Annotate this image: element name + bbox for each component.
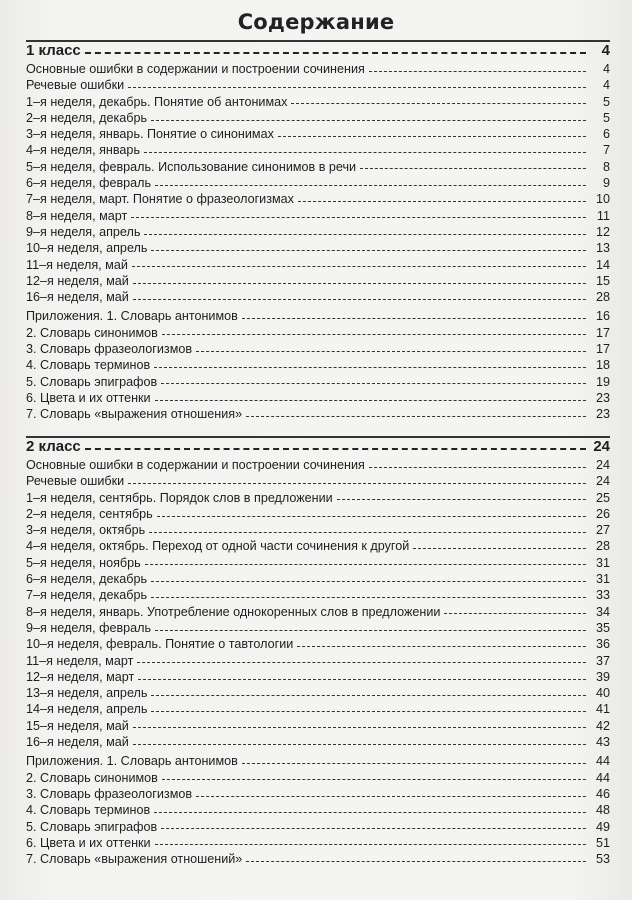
toc-entry-page: 5 — [602, 94, 610, 109]
toc-section-2 — [26, 437, 610, 867]
toc-entry-page: 11 — [596, 208, 610, 223]
toc-entry-label: Речевые ошибки — [26, 78, 125, 93]
leader-dots — [132, 265, 586, 267]
toc-entry[interactable] — [26, 685, 610, 701]
toc-entry-page: 36 — [595, 637, 610, 652]
toc-entry[interactable] — [26, 669, 610, 685]
leader-dots — [151, 694, 586, 696]
toc-entry-page: 7 — [602, 143, 610, 158]
leader-dots — [154, 811, 586, 813]
toc-entry-label: 11–я неделя, март — [26, 653, 134, 668]
toc-entry[interactable] — [26, 802, 610, 818]
toc-entry-label: 2. Словарь синонимов — [26, 325, 158, 340]
toc-entry-label: 12–я неделя, март — [26, 669, 135, 684]
toc-entry-page: 34 — [595, 604, 610, 619]
leader-dots — [196, 795, 586, 797]
toc-entry-label: 6–я неделя, декабрь — [26, 572, 148, 587]
leader-dots — [144, 151, 586, 153]
toc-entry[interactable] — [26, 325, 610, 341]
leader-dots — [360, 167, 586, 169]
leader-dots — [242, 762, 586, 764]
toc-entry-label: Основные ошибки в содержании и построении сочинения — [26, 62, 365, 76]
leader-dots — [145, 563, 586, 565]
section-heading-page: 24 — [593, 438, 610, 455]
toc-entry-label: Приложения. 1. Словарь антонимов — [26, 754, 238, 769]
leader-dots — [131, 216, 586, 218]
section-heading-label: 2 класс — [26, 438, 81, 455]
toc-entry-page: 24 — [595, 458, 610, 472]
toc-entry-page: 17 — [595, 342, 610, 357]
toc-entry[interactable] — [26, 341, 610, 357]
toc-entry-page: 44 — [595, 770, 610, 785]
toc-entry[interactable] — [26, 126, 610, 142]
toc-entry-label: Речевые ошибки — [26, 474, 125, 489]
toc-entry[interactable] — [26, 224, 610, 240]
toc-entry-page: 12 — [595, 224, 610, 239]
toc-entry[interactable] — [26, 786, 610, 802]
toc-entry-label: 5–я неделя, ноябрь — [26, 555, 141, 570]
toc-entry-page: 15 — [595, 273, 610, 288]
toc-entry[interactable] — [26, 770, 610, 786]
toc-entry[interactable] — [26, 851, 610, 867]
toc-entry-page: 14 — [595, 257, 610, 272]
toc-entry[interactable] — [26, 289, 610, 305]
toc-entry-label: 6. Цвета и их оттенки — [26, 835, 151, 850]
toc-entry[interactable] — [26, 406, 610, 422]
toc-entry[interactable] — [26, 636, 610, 652]
toc-entry-page: 16 — [595, 309, 610, 324]
leader-dots — [151, 710, 586, 712]
toc-entry-label: Приложения. 1. Словарь антонимов — [26, 309, 238, 324]
leader-dots — [155, 629, 586, 631]
toc-entry-page: 33 — [595, 588, 610, 603]
toc-entry-label: 4–я неделя, октябрь. Переход от одной части сочинения к другой — [26, 539, 410, 554]
toc-entry-page: 9 — [602, 176, 610, 191]
toc-entry-label: 3–я неделя, январь. Понятие о синонимах — [26, 127, 274, 142]
toc-entry[interactable] — [26, 208, 610, 224]
leader-dots — [144, 233, 586, 235]
section-heading-page: 4 — [601, 42, 610, 59]
leader-dots — [157, 515, 586, 517]
section-heading[interactable] — [26, 437, 610, 457]
toc-entry-page: 40 — [595, 686, 610, 701]
toc-entry-page: 10 — [595, 192, 610, 207]
toc-entry[interactable] — [26, 587, 610, 603]
toc-entry-label: 16–я неделя, май — [26, 735, 129, 750]
toc-entry-page: 39 — [595, 669, 610, 684]
toc-entry-label: 2. Словарь синонимов — [26, 770, 158, 785]
toc-entry-page: 53 — [595, 852, 610, 867]
leader-dots — [85, 447, 586, 450]
leader-dots — [298, 200, 586, 202]
toc-entry-label: 7. Словарь «выражения отношений» — [26, 852, 243, 867]
toc-entry[interactable] — [26, 555, 610, 571]
toc-entry[interactable] — [26, 653, 610, 669]
toc-entry-page: 31 — [595, 555, 610, 570]
toc-entry-page: 8 — [602, 159, 610, 174]
leader-dots — [161, 382, 586, 384]
leader-dots — [151, 596, 586, 598]
leader-dots — [196, 350, 586, 352]
toc-entry-page: 25 — [595, 490, 610, 505]
leader-dots — [413, 547, 586, 549]
section-heading-label: 1 класс — [26, 42, 81, 59]
toc-entry[interactable] — [26, 604, 610, 620]
toc-entry-label: 3–я неделя, октябрь — [26, 523, 146, 538]
leader-dots — [155, 399, 586, 401]
leader-dots — [369, 70, 586, 72]
leader-dots — [242, 317, 586, 319]
toc-entry-page: 42 — [595, 718, 610, 733]
toc-entry[interactable] — [26, 538, 610, 554]
toc-entry-label: 6. Цвета и их оттенки — [26, 390, 151, 405]
toc-entry-page: 24 — [595, 474, 610, 489]
leader-dots — [85, 51, 586, 54]
toc-entry-page: 6 — [602, 127, 610, 142]
toc-entry[interactable] — [26, 734, 610, 750]
toc-entry-page: 27 — [595, 523, 610, 538]
toc-entry-label: 7. Словарь «выражения отношения» — [26, 407, 243, 422]
toc-entry[interactable] — [26, 159, 610, 175]
toc-entry[interactable] — [26, 175, 610, 191]
toc-entry[interactable] — [26, 240, 610, 256]
toc-entry-page: 4 — [602, 62, 610, 76]
leader-dots — [297, 645, 586, 647]
toc-entry[interactable] — [26, 94, 610, 110]
toc-entry[interactable] — [26, 257, 610, 273]
toc-entry-label: 16–я неделя, май — [26, 290, 129, 305]
leader-dots — [133, 298, 586, 300]
leader-dots — [151, 119, 586, 121]
toc-entry-label: 3. Словарь фразеологизмов — [26, 786, 193, 801]
toc-entry-label: 7–я неделя, март. Понятие о фразеологизмах — [26, 192, 294, 207]
toc-entry[interactable] — [26, 191, 610, 207]
toc-entry-label: 8–я неделя, январь. Употребление однокоренных слов в предложении — [26, 604, 441, 619]
toc-entry-label: 2–я неделя, декабрь — [26, 110, 148, 125]
toc-entry-page: 13 — [595, 241, 610, 256]
leader-dots — [137, 661, 586, 663]
toc-entry-label: 14–я неделя, апрель — [26, 702, 148, 717]
toc-entry[interactable] — [26, 77, 610, 93]
toc-entry[interactable] — [26, 374, 610, 390]
leader-dots — [154, 366, 586, 368]
toc-entry[interactable] — [26, 490, 610, 506]
toc-entry-page: 43 — [595, 735, 610, 750]
toc-entry-page: 26 — [595, 506, 610, 521]
leader-dots — [161, 827, 586, 829]
toc-entry[interactable] — [26, 522, 610, 538]
toc-entry-page: 28 — [595, 539, 610, 554]
toc-entry[interactable] — [26, 835, 610, 851]
toc-entry-label: 9–я неделя, февраль — [26, 620, 152, 635]
toc-entry-label: 1–я неделя, декабрь. Понятие об антонимах — [26, 94, 288, 109]
toc-entry[interactable] — [26, 718, 610, 734]
page-title: Содержание — [237, 10, 395, 34]
leader-dots — [149, 531, 586, 533]
toc-entry-page: 41 — [595, 702, 610, 717]
toc-entry-page: 48 — [595, 803, 610, 818]
toc-entry-label: 7–я неделя, декабрь — [26, 588, 148, 603]
toc-entry-page: 17 — [595, 325, 610, 340]
leader-dots — [444, 612, 586, 614]
toc-entry-label: 12–я неделя, май — [26, 273, 129, 288]
toc-entry-label: 15–я неделя, май — [26, 718, 129, 733]
toc-entry-label: 10–я неделя, апрель — [26, 241, 148, 256]
toc-entry-page: 23 — [595, 407, 610, 422]
leader-dots — [151, 580, 586, 582]
toc-entry-page: 18 — [595, 358, 610, 373]
toc-entry-page: 4 — [602, 78, 610, 93]
leader-dots — [133, 282, 586, 284]
toc-entry-label: 8–я неделя, март — [26, 208, 128, 223]
toc-entry[interactable] — [26, 61, 610, 77]
toc-entry-page: 44 — [595, 754, 610, 769]
leader-dots — [246, 860, 586, 862]
toc-entry-page: 23 — [595, 390, 610, 405]
toc-entry-label: 4. Словарь терминов — [26, 358, 151, 373]
leader-dots — [155, 843, 586, 845]
toc-entry[interactable] — [26, 506, 610, 522]
toc-entry-label: 5–я неделя, февраль. Использование синонимов в речи — [26, 159, 357, 174]
leader-dots — [246, 415, 586, 417]
toc-entry-label: 4–я неделя, январь — [26, 143, 141, 158]
toc-entry-page: 49 — [595, 819, 610, 834]
leader-dots — [138, 678, 586, 680]
toc-entry-page: 35 — [595, 620, 610, 635]
toc-entry[interactable] — [26, 620, 610, 636]
toc-entry-label: 10–я неделя, февраль. Понятие о тавтологии — [26, 637, 294, 652]
toc-entry-page: 31 — [595, 572, 610, 587]
leader-dots — [128, 482, 586, 484]
toc-entry[interactable] — [26, 357, 610, 373]
toc-entry-label: 4. Словарь терминов — [26, 803, 151, 818]
toc-entry[interactable] — [26, 457, 610, 473]
toc-entry-label: 9–я неделя, апрель — [26, 224, 141, 239]
toc-entry[interactable] — [26, 390, 610, 406]
leader-dots — [369, 466, 586, 468]
toc-entry-page: 19 — [595, 374, 610, 389]
toc-entry[interactable] — [26, 142, 610, 158]
toc-entry[interactable] — [26, 571, 610, 587]
leader-dots — [291, 102, 586, 104]
leader-dots — [337, 498, 586, 500]
toc-entry-label: 5. Словарь эпиграфов — [26, 374, 158, 389]
toc-entry-label: 13–я неделя, апрель — [26, 686, 148, 701]
toc-entry[interactable] — [26, 273, 610, 289]
toc-entry[interactable] — [26, 701, 610, 717]
leader-dots — [162, 778, 586, 780]
toc-entry-label: 3. Словарь фразеологизмов — [26, 342, 193, 357]
toc-section-1 — [26, 41, 610, 423]
toc-entry-page: 51 — [595, 835, 610, 850]
toc-entry[interactable] — [26, 473, 610, 489]
toc-entry-label: Основные ошибки в содержании и построении сочинения — [26, 458, 365, 472]
leader-dots — [162, 333, 586, 335]
toc-entry-label: 2–я неделя, сентябрь — [26, 506, 153, 521]
toc-entry-page: 28 — [595, 290, 610, 305]
leader-dots — [133, 743, 586, 745]
toc-entry[interactable] — [26, 753, 610, 769]
leader-dots — [155, 184, 586, 186]
leader-dots — [128, 86, 586, 88]
toc-entry-page: 5 — [602, 110, 610, 125]
leader-dots — [151, 249, 586, 251]
toc-entry-label: 5. Словарь эпиграфов — [26, 819, 158, 834]
section-heading[interactable] — [26, 41, 610, 61]
toc-entry-page: 37 — [595, 653, 610, 668]
toc-entry-page: 46 — [595, 786, 610, 801]
toc-entry[interactable] — [26, 308, 610, 324]
toc-entry[interactable] — [26, 819, 610, 835]
leader-dots — [278, 135, 586, 137]
leader-dots — [133, 726, 586, 728]
toc-entry-label: 6–я неделя, февраль — [26, 176, 152, 191]
toc-entry-label: 11–я неделя, май — [26, 257, 128, 272]
toc-entry[interactable] — [26, 110, 610, 126]
toc-entry-label: 1–я неделя, сентябрь. Порядок слов в предложении — [26, 490, 333, 505]
